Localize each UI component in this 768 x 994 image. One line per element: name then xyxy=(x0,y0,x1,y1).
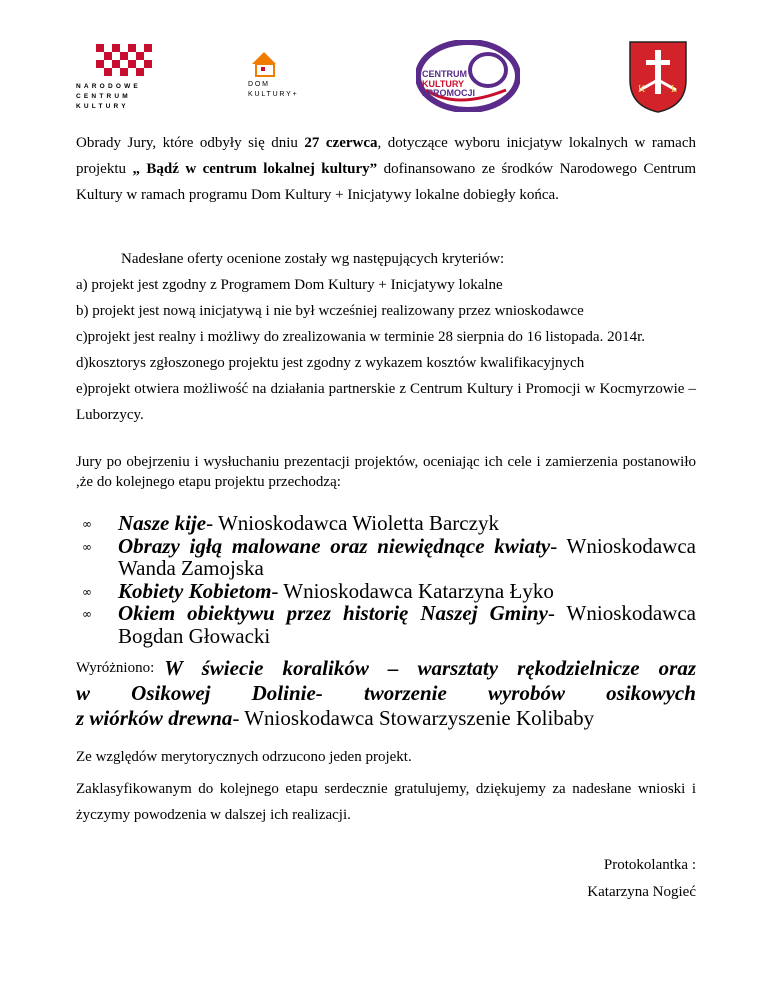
ck-logo xyxy=(416,40,520,112)
nck-logo-text: NARODOWE CENTRUM KULTURY xyxy=(76,83,141,110)
ck-logo-text: CENTRUM KULTURY I PROMOCJI xyxy=(422,69,476,98)
infinity-bullet-icon: ∞ xyxy=(82,607,92,621)
dom-kultury-logo xyxy=(246,50,316,110)
distinction-label: Wyróżniono: xyxy=(76,660,155,676)
dom-kultury-logo-text: DOM KULTURY+ xyxy=(248,81,299,98)
qualified-projects-list xyxy=(76,512,696,647)
decision-paragraph: Jury po obejrzeniu i wysłuchaniu prezentacji projektów, oceniając ich cele i zamierzenia postanowiło ,że do kolejnego etapu projektu przechodzą: xyxy=(76,454,696,490)
distinction-line-3: z wiórków drewna- Wnioskodawca Stowarzyszenie Kolibaby xyxy=(76,706,595,730)
signature-name: Katarzyna Nogieć xyxy=(587,884,696,900)
distinction-line-2: w Osikowej Dolinie- tworzenie wyrobów osikowych xyxy=(76,681,696,705)
house-icon xyxy=(246,50,286,80)
criteria-section xyxy=(76,246,696,428)
svg-text:K: K xyxy=(638,84,646,95)
project-name: „ Bądź w centrum lokalnej kultury” xyxy=(132,161,378,177)
infinity-bullet-icon: ∞ xyxy=(82,539,92,554)
meeting-date: 27 czerwca xyxy=(304,135,378,151)
infinity-bullet-icon: ∞ xyxy=(82,584,92,599)
list-item: ∞ Nasze kije- Wnioskodawca Wioletta Barczyk xyxy=(82,511,499,535)
criterion-b: b) projekt jest nową inicjatywą i nie był wcześniej realizowany przez wnioskodawce xyxy=(76,303,584,319)
rejected-paragraph: Ze względów merytorycznych odrzucono jeden projekt. xyxy=(76,749,412,765)
criterion-c: c)projekt jest realny i możliwy do zrealizowania w terminie 28 sierpnia do 16 listopada. 2014r. xyxy=(76,329,646,345)
criterion-d: d)kosztorys zgłoszonego projektu jest zgodny z wykazem kosztów kwalifikacyjnych xyxy=(76,355,585,371)
criterion-e: e)projekt otwiera możliwość na działania partnerskie z Centrum Kultury i Promocji w Kocmyrzowie – Luborzycy. xyxy=(76,381,696,423)
svg-text:L: L xyxy=(671,84,678,95)
list-item: ∞ Obrazy igłą malowane oraz niewiędnące kwiaty- Wnioskodawca Wanda Zamojska xyxy=(82,533,696,580)
distinction-section xyxy=(76,656,696,731)
infinity-bullet-icon: ∞ xyxy=(82,517,92,531)
list-item: ∞ Kobiety Kobietom- Wnioskodawca Katarzyna Łyko xyxy=(82,578,554,603)
intro-paragraph: Obrady Jury, które odbyły się dniu 27 czerwca, dotyczące wyboru inicjatyw lokalnych w ramach projektu „ Bądź w centrum lokalnej kultury” dofinansowano ze środków Narodowego Centrum Kultury w ramach programu Dom Kultury + Inicjatywy lokalne dobiegły końca. xyxy=(76,135,696,203)
nck-logo xyxy=(76,40,171,112)
criterion-a: a) projekt jest zgodny z Programem Dom Kultury + Inicjatywy lokalne xyxy=(76,277,503,293)
criteria-heading: Nadesłane oferty ocenione zostały wg następujących kryteriów: xyxy=(121,251,505,267)
distinction-line-1: Wyróżniono: W świecie koralików – warsztaty rękodzielnicze oraz xyxy=(76,656,696,680)
list-item: ∞ Okiem obiektywu przez historię Naszej Gminy- Wnioskodawca Bogdan Głowacki xyxy=(82,601,696,648)
coat-of-arms-icon xyxy=(628,40,688,114)
signature-block xyxy=(587,852,696,906)
signature-role: Protokolantka : xyxy=(603,857,696,873)
congrats-paragraph: Zaklasyfikowanym do kolejnego etapu serdecznie gratulujemy, dziękujemy za nadesłane wnioski i życzymy powodzenia w dalszej ich realizacji. xyxy=(76,781,696,823)
nck-crown-icon xyxy=(76,40,171,80)
